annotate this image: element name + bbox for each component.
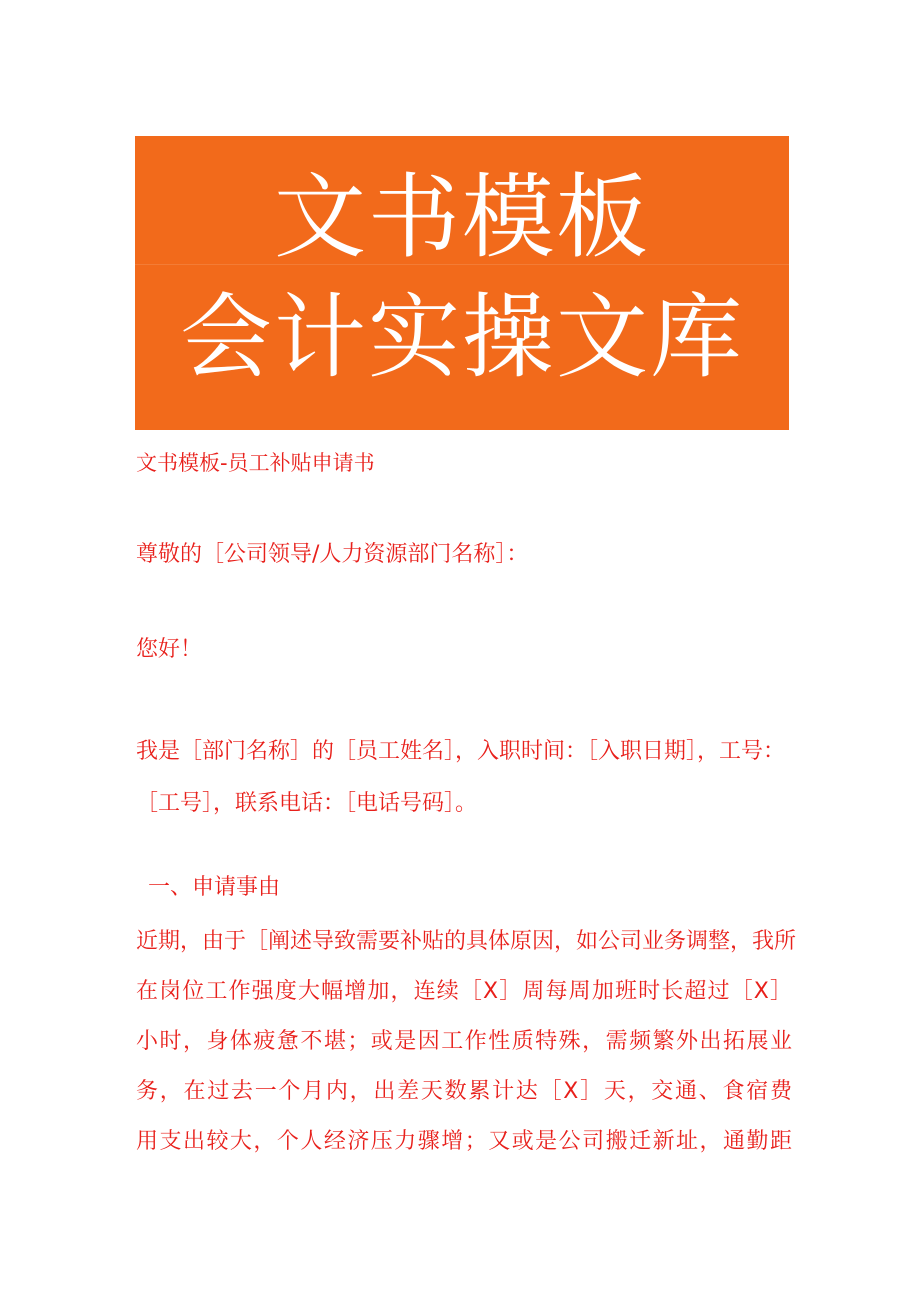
intro-paragraph xyxy=(136,726,792,830)
paragraph-line: 务，在过去一个月内，出差天数累计达［X］天，交通、食宿费 xyxy=(136,1079,792,1104)
document-title: 文书模板-员工补贴申请书 xyxy=(136,451,375,475)
section-heading: 一、申请事由 xyxy=(148,875,281,900)
greeting: 您好！ xyxy=(136,637,203,662)
intro-line: ［工号］，联系电话：［电话号码］。 xyxy=(136,791,478,816)
banner-subtitle: 会计实操文库 xyxy=(179,284,744,391)
paragraph-line: 在岗位工作强度大幅增加，连续［X］周每周加班时长超过［X］ xyxy=(136,979,792,1004)
reason-paragraph xyxy=(136,917,797,1167)
paragraph-line: 小时，身体疲惫不堪；或是因工作性质特殊，需频繁外出拓展业 xyxy=(136,1029,792,1054)
intro-line: 我是［部门名称］的［员工姓名］，入职时间：［入职日期］，工号： xyxy=(136,739,786,764)
paragraph-line: 用支出较大，个人经济压力骤增；又或是公司搬迁新址，通勤距 xyxy=(136,1129,792,1154)
banner-divider xyxy=(135,264,789,265)
paragraph-line: 近期，由于［阐述导致需要补贴的具体原因，如公司业务调整，我所 xyxy=(136,929,797,954)
salutation: 尊敬的［公司领导/人力资源部门名称］： xyxy=(136,542,529,567)
banner-title: 文书模板 xyxy=(273,164,650,271)
header-banner xyxy=(135,136,789,430)
